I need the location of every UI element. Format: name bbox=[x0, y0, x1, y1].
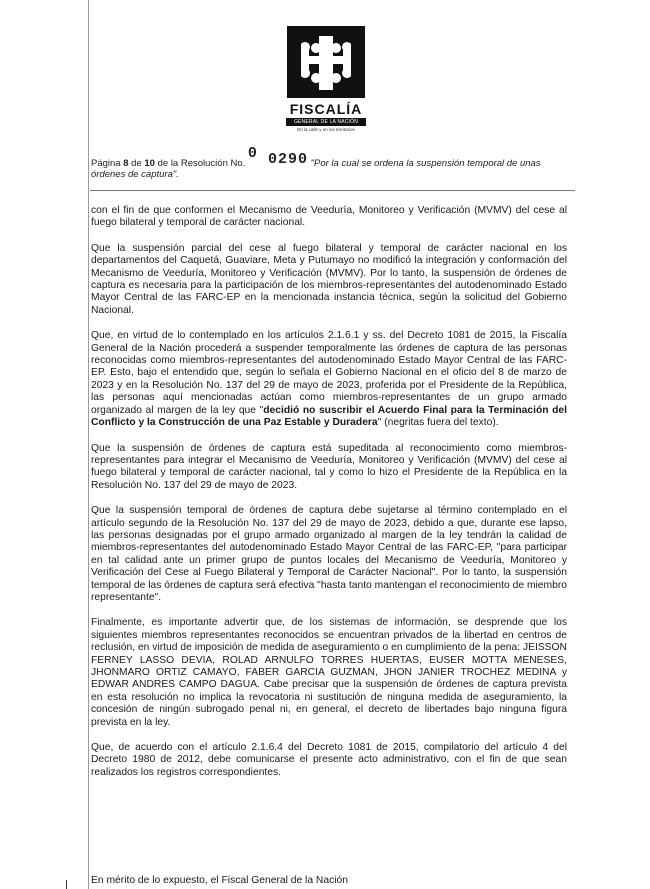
paragraph: Que, de acuerdo con el artículo 2.1.6.4 del Decreto 1081 de 2015, compilatorio del artículo 4 del Decreto 1980 de 2012, debe comunicarse el presente acto administrativo, con el fin de que sean realizados los registros correspondientes. bbox=[91, 742, 567, 778]
paragraph bbox=[91, 330, 567, 429]
closing-line: En mérito de lo expuesto, el Fiscal General de la Nación bbox=[91, 875, 348, 886]
header-rule bbox=[90, 190, 575, 191]
paragraph-bold-quote: decidió no suscribir el Acuerdo Final para la Terminación del Conflicto y la Construcción de una Paz Estable y Duradera bbox=[91, 404, 567, 429]
resolution-prefix: de la Resolución No. bbox=[154, 158, 246, 169]
logo-tagline: En la calle y en los territorios bbox=[297, 127, 355, 132]
resolution-number-b: 0290 bbox=[267, 151, 308, 168]
resolution-number bbox=[247, 145, 308, 168]
logo-emblem bbox=[287, 26, 365, 98]
logo-wordmark: FISCALÍA bbox=[289, 101, 363, 117]
logo-subbar: GENERAL DE LA NACIÓN bbox=[286, 118, 366, 126]
page-current: 8 bbox=[123, 158, 129, 169]
resolution-number-a: 0 bbox=[247, 145, 258, 162]
paragraph: Que la suspensión temporal de órdenes de captura debe sujetarse al término contemplado en el artículo segundo de la Resolución No. 137 del 29 de mayo de 2023, debido a que, durante ese lapso, las personas designadas por el grupo armado organizado al margen de la ley tendrán la calidad de miembros-representantes del autodenominado Estado Mayor Central de las FARC-EP, "para participar en tal calidad ante un primer grupo de puntos locales del Mecanismo de Veeduría, Monitoreo y Verificación del Cese al Fuego Bilateral y Temporal de Carácter Nacional". Por lo tanto, la suspensión temporal de las órdenes de captura será efectiva "hasta tanto mantengan el reconocimiento de miembro representante". bbox=[91, 505, 567, 603]
document-body bbox=[91, 205, 567, 792]
paragraph-text: " (negritas fuera del texto). bbox=[377, 417, 499, 429]
paragraph-text: Que, en virtud de lo contemplado en los artículos 2.1.6.1 y ss. del Decreto 1081 de 2015, la Fiscalía General de la Nación procederá a suspender temporalmente las órdenes de captura de las personas reconocidas como miembros-representantes del autodenominado Estado Mayor Central de las FARC-EP. Esto, bajo el entendido que, según lo señala el Gobierno Nacional en el oficio del 8 de marzo de 2023 y en la Resolución No. 137 del 29 de mayo de 2023, proferida por el Presidente de la República, las personas aquí mencionadas actúan como miembros-representantes de un grupo armado organizado al margen de la ley que " bbox=[91, 330, 567, 416]
resolution-subject: "Por la cual se ordena la suspensión temporal de unas órdenes de captura". bbox=[91, 158, 541, 180]
page-sep: de bbox=[128, 158, 145, 169]
page-header bbox=[91, 145, 571, 180]
margin-tick bbox=[66, 880, 67, 889]
paragraph: con el fin de que conformen el Mecanismo de Veeduría, Monitoreo y Verificación (MVMV) del cese al fuego bilateral y temporal de carácter nacional. bbox=[91, 205, 567, 229]
paragraph: Que la suspensión de órdenes de captura está supeditada al reconocimiento como miembros-representantes para integrar el Mecanismo de Veeduría, Monitoreo y Verificación (MVMV) del cese al fuego bilateral y temporal de carácter nacional, tal y como lo hizo el Presidente de la República en la Resolución No. 137 del 29 de mayo de 2023. bbox=[91, 442, 567, 491]
page-total: 10 bbox=[144, 158, 155, 169]
puzzle-icon bbox=[301, 34, 351, 90]
paragraph: Finalmente, es importante advertir que, de los sistemas de información, se desprende que los siguientes miembros representantes reconocidos se encuentran privados de la libertad en centros de reclusión, en virtud de imposición de medida de aseguramiento o en cumplimiento de la pena: JEISSON FERNEY LASSO DEVIA, ROLAD ARNULFO TORRES HUERTAS, EUSER MOTTA MENESES, JHONMARO ORTIZ CAMAYO, FABER GARCIA GUZMAN, JHON JANIER TROCHEZ MEDINA y EDWAR ANDRES CAMPO DAGUA. Cabe precisar que la suspensión de órdenes de captura prevista en esta resolución no implica la revocatoria ni sustitución de ninguna medida de aseguramiento, la concesión de ningún subrogado penal ni, en general, el decreto de libertades bajo ninguna figura prevista en la ley. bbox=[91, 617, 567, 728]
page-prefix: Página bbox=[91, 158, 124, 169]
margin-line bbox=[88, 0, 89, 889]
fiscalia-logo bbox=[284, 26, 368, 132]
paragraph: Que la suspensión parcial del cese al fuego bilateral y temporal de carácter nacional en los departamentos del Caquetá, Guaviare, Meta y Putumayo no modificó la integración y conformación del Mecanismo de Veeduría, Monitoreo y Verificación (MVMV). Por lo tanto, la suspensión de órdenes de captura es necesaria para la participación de los miembros-representantes del autodenominado Estado Mayor Central de las FARC-EP en la mencionada instancia técnica, según la solicitud del Gobierno Nacional. bbox=[91, 242, 567, 316]
